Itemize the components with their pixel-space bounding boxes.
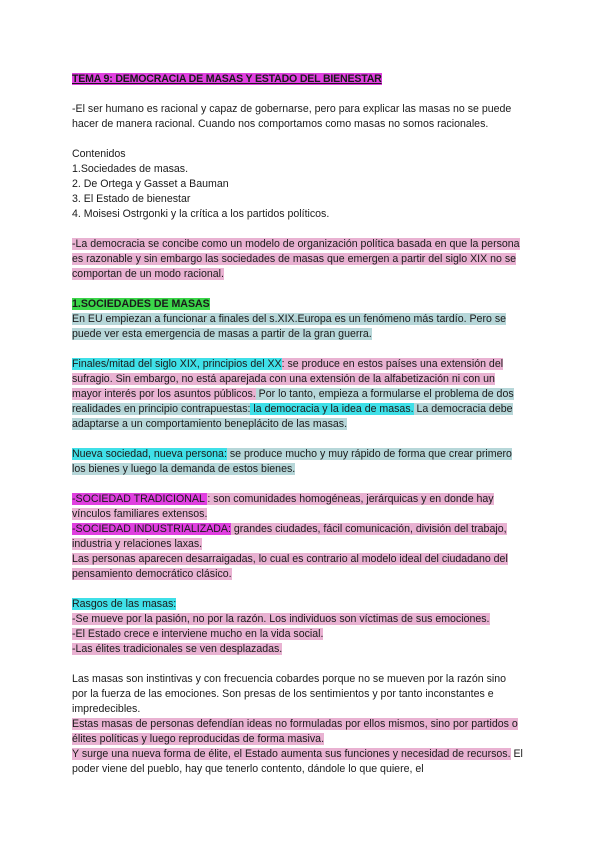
contents-item-1: 1.Sociedades de masas. — [72, 163, 189, 175]
contents-item-4: 4. Moisesi Ostrgonki y la crítica a los partidos políticos. — [72, 208, 330, 220]
contents-item-2: 2. De Ortega y Gasset a Bauman — [72, 178, 229, 190]
section-heading: 1.SOCIEDADES DE MASAS — [72, 298, 210, 310]
section-intro: En EU empiezan a funcionar a finales del s.XIX.Europa es un fenómeno más tardío. Pero se puede ver esta emergencia de masas a partir de la gran guerra. — [72, 313, 507, 340]
democracy-definition: -La democracia se concibe como un modelo de organización política basada en que la persona es razonable y sin embargo las sociedades de masas que emergen a partir del siglo XIX no se comportan de un modo racional. — [72, 238, 520, 280]
traits-heading: Rasgos de las masas: — [72, 598, 177, 610]
trait-item-3: -Las élites tradicionales se ven desplazadas. — [72, 643, 283, 655]
document-body — [72, 72, 524, 777]
document-title: TEMA 9: DEMOCRACIA DE MASAS Y ESTADO DEL BIENESTAR — [72, 73, 382, 85]
industrial-society: -SOCIEDAD INDUSTRIALIZADA: grandes ciudades, fácil comunicación, división del trabajo, industria y relaciones laxas. — [72, 523, 507, 550]
intro-paragraph: -El ser humano es racional y capaz de gobernarse, pero para explicar las masas no se puede hacer de manera racional. Cuando nos comportamos como masas no somos racionales. — [72, 103, 512, 130]
new-society-paragraph: Nueva sociedad, nueva persona: se produce mucho y muy rápido de forma que crear primero los bienes y luego la demanda de estos bienes. — [72, 448, 512, 475]
trait-item-2: -El Estado crece e interviene mucho en la vida social. — [72, 628, 324, 640]
masses-instinct-paragraph: Las masas son instintivas y con frecuencia cobardes porque no se mueven por la razón sino por la fuerza de las emociones. Son presas de los sentimientos y por tanto inconstantes e impredecibles. — [72, 673, 506, 715]
masses-ideas-paragraph: Estas masas de personas defendían ideas no formuladas por ellos mismos, sino por partidos o élites políticas y luego reproducidas de forma masiva. — [72, 718, 518, 745]
uprooted-paragraph: Las personas aparecen desarraigadas, lo cual es contrario al modelo ideal del ciudadano del pensamiento democrático clásico. — [72, 553, 508, 580]
suffrage-paragraph: Finales/mitad del siglo XIX, principios del XX: se produce en estos países una extensión del sufragio. Sin embargo, no está aparejada con una extensión de la alfabetización ni con un mayor interés por los asuntos públicos. Por lo tanto, empieza a formularse el problema de dos realidades en principio contrapuestas: la democracia y la idea de masas. La democracia debe adaptarse a un comportamiento beneplácito de las masas. — [72, 358, 514, 430]
contents-heading: Contenidos — [72, 148, 126, 160]
new-elite-paragraph: Y surge una nueva forma de élite, el Estado aumenta sus funciones y necesidad de recursos. El poder viene del pueblo, hay que tenerlo contento, dándole lo que quiere, el — [72, 748, 523, 775]
traditional-society: -SOCIEDAD TRADICIONAL : son comunidades homogéneas, jerárquicas y en donde hay vínculos familiares extensos. — [72, 493, 494, 520]
trait-item-1: -Se mueve por la pasión, no por la razón. Los individuos son víctimas de sus emociones. — [72, 613, 490, 625]
contents-item-3: 3. El Estado de bienestar — [72, 193, 191, 205]
